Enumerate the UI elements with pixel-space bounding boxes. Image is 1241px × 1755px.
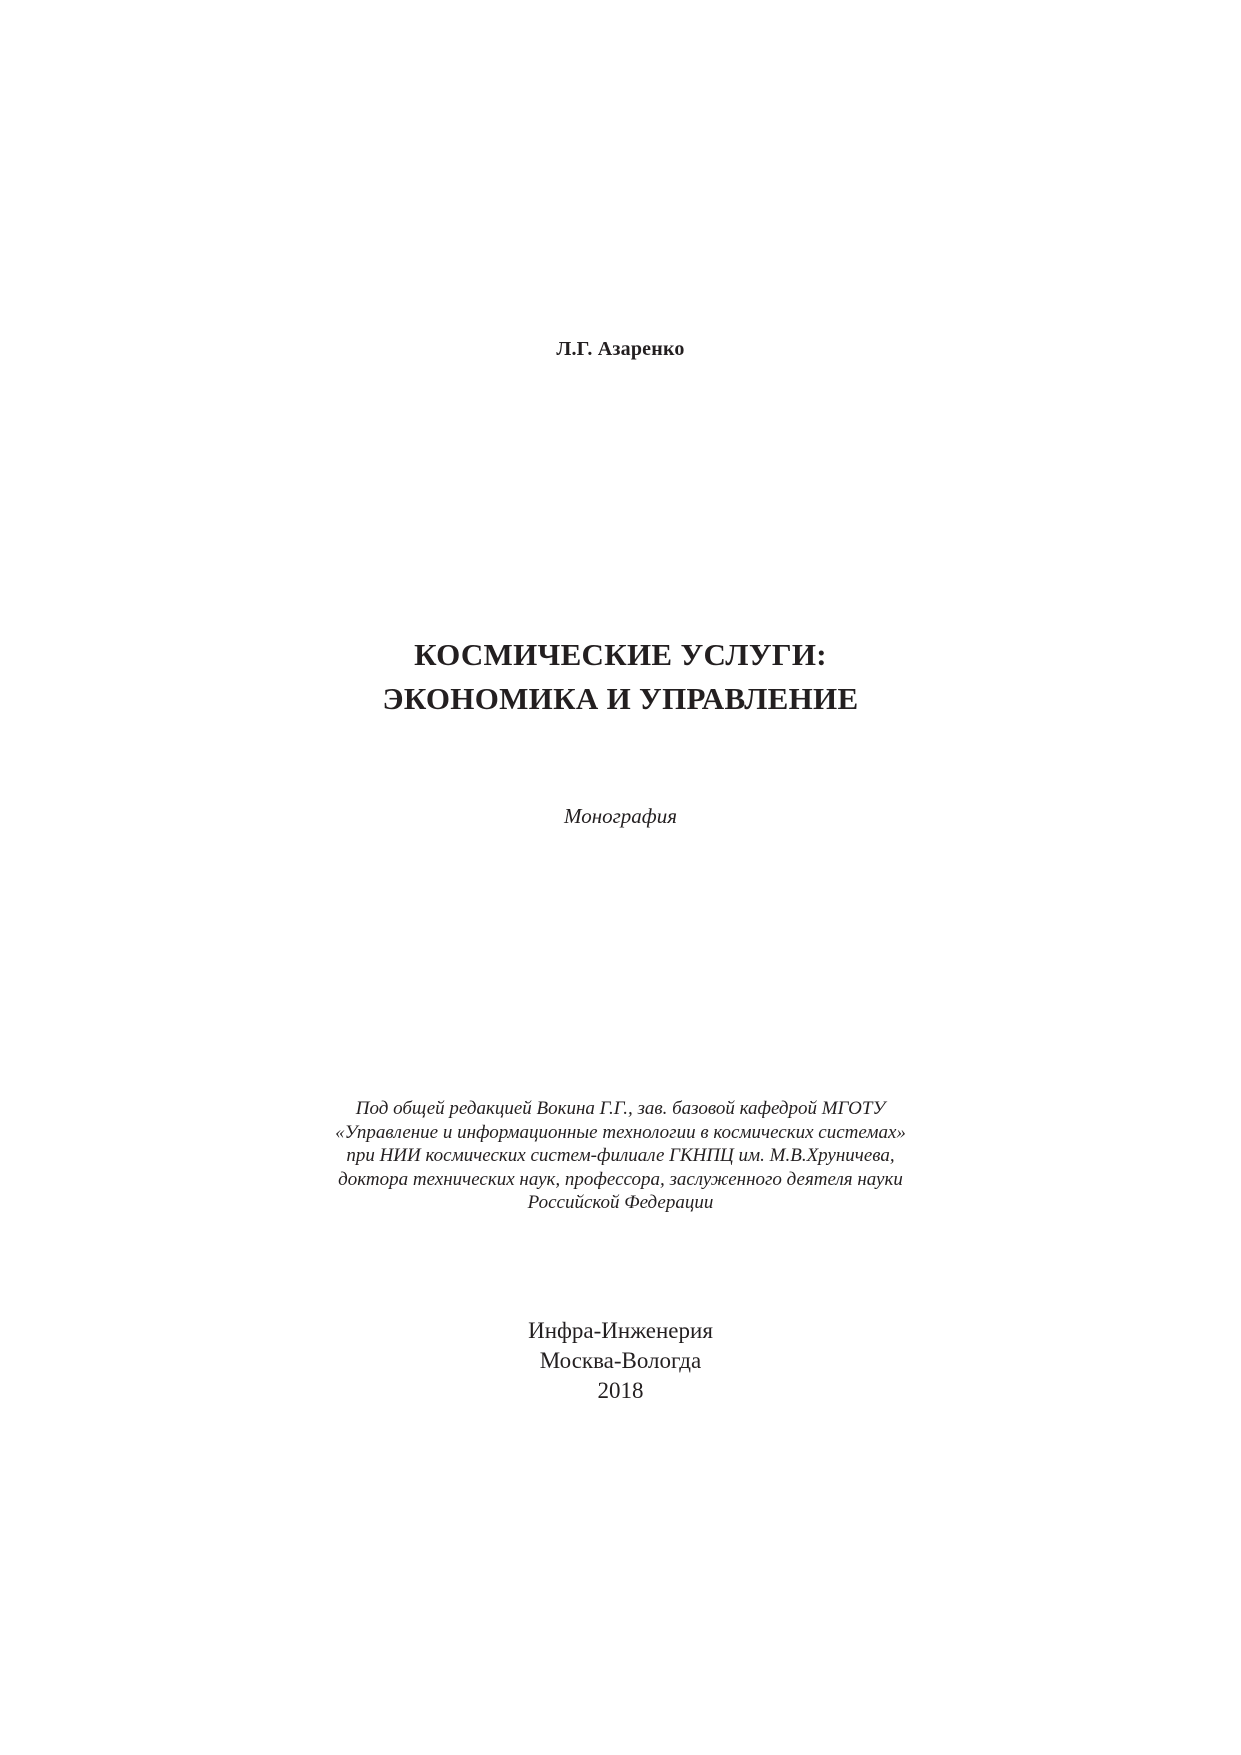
editor-note-line-4: доктора технических наук, профессора, заслуженного деятеля науки — [338, 1168, 903, 1190]
editor-note-line-1: Под общей редакцией Вокина Г.Г., зав. базовой кафедрой МГОТУ — [355, 1098, 886, 1119]
editor-note-line-3: при НИИ космических систем-филиале ГКНПЦ им. М.В.Хруничева, — [346, 1145, 895, 1166]
editor-note-line-5: Российской Федерации — [527, 1192, 714, 1213]
book-title — [0, 633, 1241, 721]
book-title-line-2: ЭКОНОМИКА И УПРАВЛЕНИЕ — [382, 681, 859, 716]
publisher-name: Инфра-Инженерия — [528, 1318, 713, 1343]
publisher-city: Москва-Вологда — [539, 1348, 702, 1373]
publication-year: 2018 — [597, 1378, 644, 1403]
editor-note-line-2: «Управление и информационные технологии в космических системах» — [335, 1121, 906, 1143]
author-name: Л.Г. Азаренко — [556, 338, 685, 360]
publisher-imprint — [0, 1316, 1241, 1406]
editor-note — [0, 1097, 1241, 1215]
book-title-line-1: КОСМИЧЕСКИЕ УСЛУГИ: — [414, 637, 827, 672]
genre-label: Монография — [564, 804, 677, 828]
